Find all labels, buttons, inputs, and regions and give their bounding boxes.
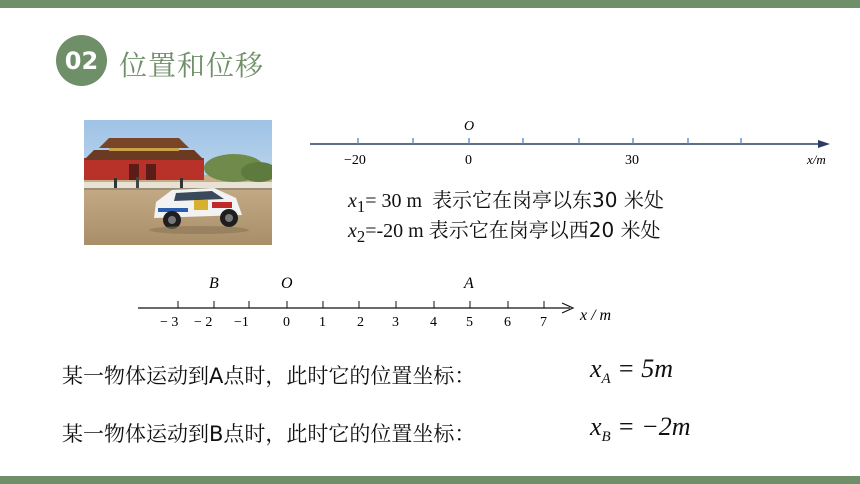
svg-text:0: 0 (283, 315, 290, 330)
caption-sub: 2 (356, 227, 366, 246)
formula-var: x (590, 412, 602, 441)
caption-value: =-20 m (365, 220, 424, 242)
number-line-bottom (130, 268, 640, 334)
bottom-accent-bar (0, 476, 860, 484)
svg-text:3: 3 (392, 315, 399, 330)
svg-text:5: 5 (466, 315, 473, 330)
point-label-o: O (281, 275, 293, 292)
caption-text: 表示它在岗亭以东30 米处 (432, 188, 664, 212)
formula-a (590, 354, 673, 388)
caption-sub: 1 (356, 197, 366, 216)
tick-label: 0 (465, 153, 472, 168)
axis-ticks (178, 301, 544, 308)
svg-text:−1: −1 (234, 315, 249, 330)
section-number: 02 (64, 46, 99, 75)
section-number-badge (56, 35, 107, 86)
caption-x1 (348, 184, 664, 217)
svg-text:− 2: − 2 (194, 315, 213, 330)
svg-text:− 3: − 3 (160, 315, 179, 330)
axis-unit-label: x / m (580, 307, 612, 324)
svg-text:4: 4 (430, 315, 437, 330)
statement-a: 某一物体运动到A点时，此时它的位置坐标： (62, 364, 476, 388)
tick-labels (160, 315, 547, 330)
caption-text: 表示它在岗亭以西20 米处 (428, 218, 661, 242)
svg-text:2: 2 (357, 315, 364, 330)
axis-arrow (818, 140, 830, 148)
section-title: 位置和位移 (119, 49, 265, 82)
caption-var: x (348, 190, 357, 212)
caption-x2 (348, 214, 661, 247)
svg-text:7: 7 (540, 315, 547, 330)
statement-b: 某一物体运动到B点时，此时它的位置坐标： (62, 422, 476, 446)
origin-label: O (464, 119, 475, 134)
top-accent-bar (0, 0, 860, 8)
axis-unit-label: x/m (807, 152, 826, 167)
formula-rhs: = −2m (617, 412, 691, 441)
formula-sub: A (601, 371, 611, 388)
formula-rhs: = 5m (617, 354, 674, 383)
point-label-b: B (209, 275, 219, 292)
formula-var: x (590, 354, 602, 383)
tiananmen-car-photo (84, 120, 272, 245)
formula-sub: B (601, 429, 611, 446)
point-label-a: A (464, 275, 474, 292)
number-line-top (300, 110, 845, 170)
svg-text:1: 1 (319, 315, 326, 330)
axis-ticks (358, 138, 741, 144)
tick-label: −20 (344, 153, 366, 168)
svg-text:6: 6 (504, 315, 511, 330)
caption-var: x (348, 220, 357, 242)
tick-label: 30 (625, 153, 639, 168)
caption-value: = 30 m (365, 190, 423, 212)
formula-b (590, 412, 691, 446)
